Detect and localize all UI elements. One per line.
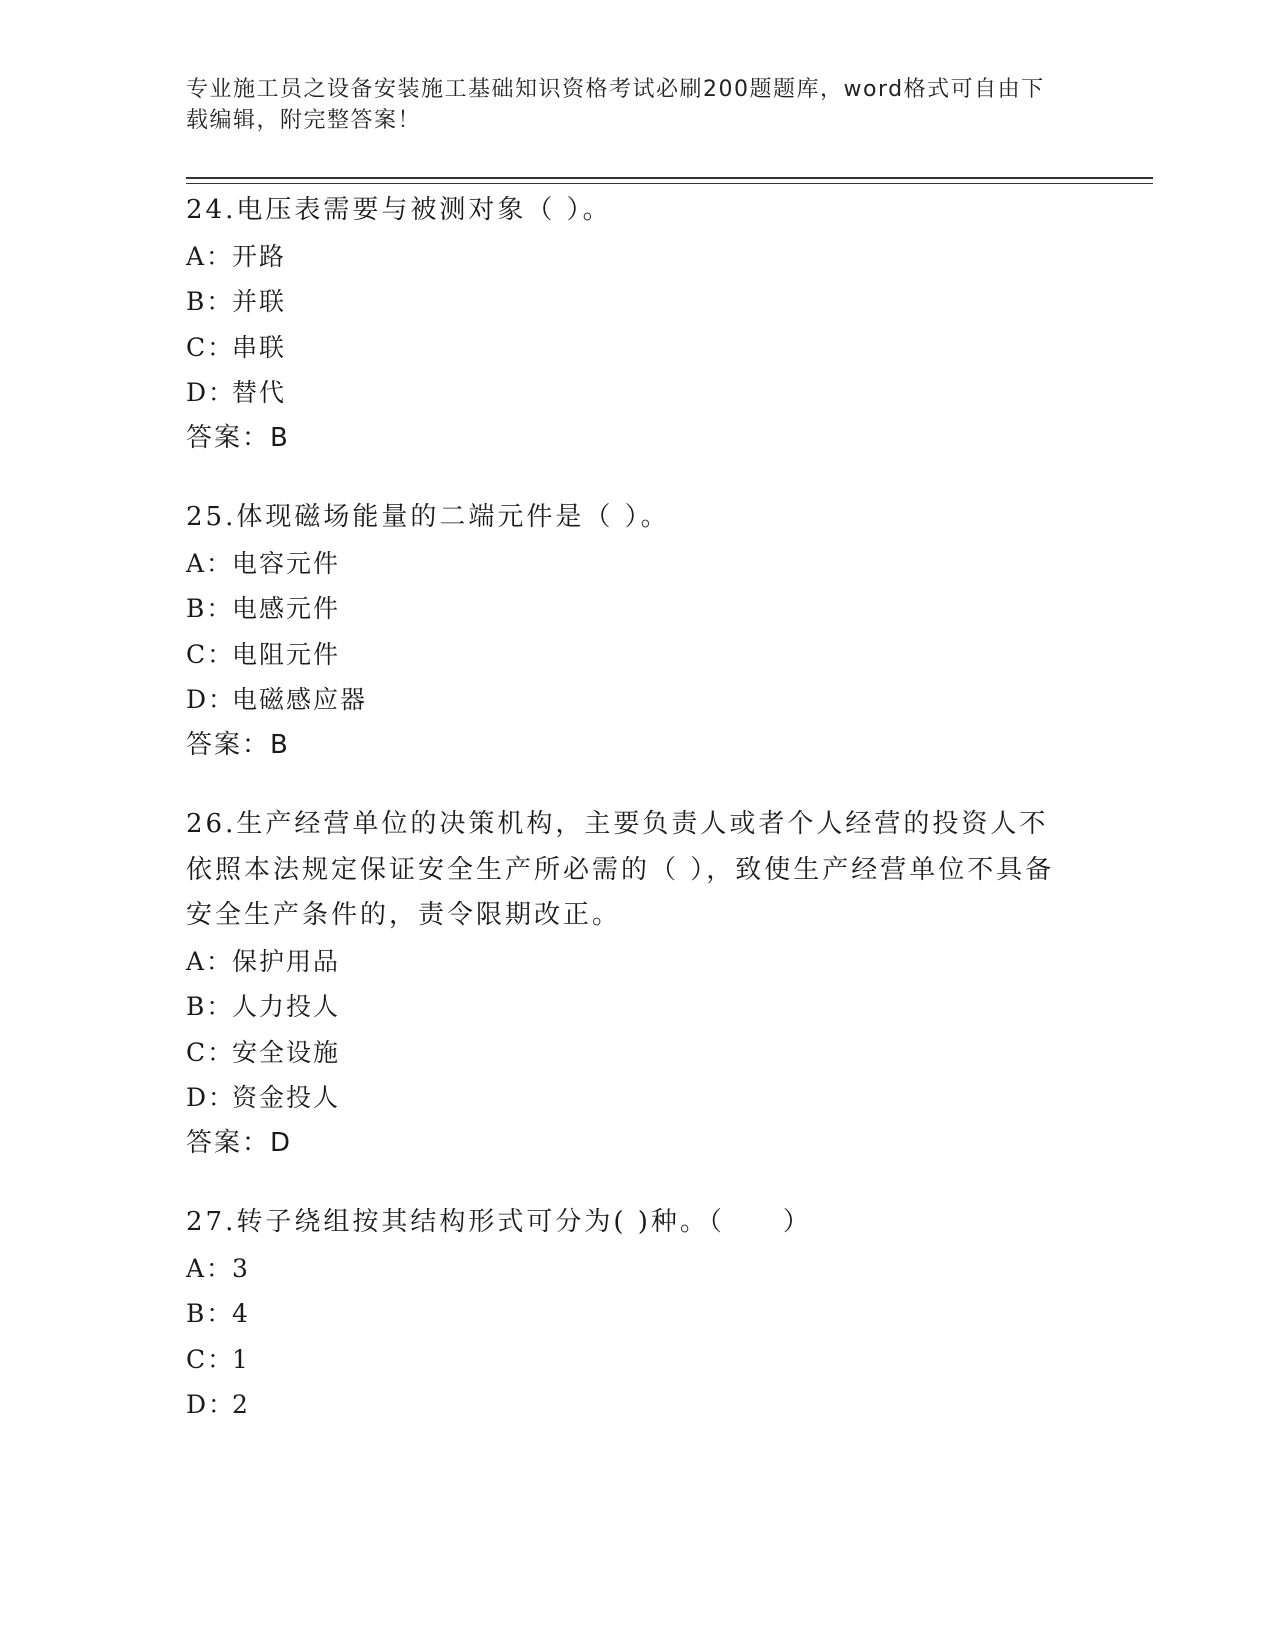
option-c [186, 1337, 1076, 1383]
option-d [186, 370, 1076, 416]
question-list [186, 188, 1076, 1462]
answer-label: 答案： [186, 729, 271, 760]
question-27 [186, 1200, 1076, 1428]
option-d [186, 1382, 1076, 1428]
option-d [186, 677, 1076, 723]
option-text: 资金投人 [232, 1083, 341, 1112]
option-letter: C： [186, 639, 235, 669]
option-d [186, 1075, 1076, 1121]
answer-label: 答案： [186, 1127, 271, 1158]
option-letter: D： [186, 685, 236, 714]
question-text: 25.体现磁场能量的二端元件是（ ）。 [186, 502, 670, 532]
option-letter: C： [186, 1344, 235, 1374]
option-text: 开路 [232, 241, 287, 271]
answer-line [186, 723, 1076, 769]
option-letter: C： [186, 1037, 235, 1067]
option-a [186, 541, 1076, 587]
question-26 [186, 802, 1076, 1166]
option-text: 保护用品 [232, 946, 341, 976]
option-letter: A： [186, 1253, 234, 1283]
question-25 [186, 495, 1076, 768]
header-divider-thick [186, 177, 1153, 179]
question-24 [186, 188, 1076, 461]
option-text: 3 [232, 1253, 250, 1283]
option-text: 串联 [232, 332, 287, 362]
option-a [186, 939, 1076, 985]
option-letter: D： [186, 378, 236, 407]
option-letter: A： [186, 946, 234, 976]
question-text: 24.电压表需要与被测对象（ ）。 [186, 195, 612, 225]
option-text: 电磁感应器 [232, 685, 368, 714]
answer-value: D [270, 1127, 293, 1158]
option-c [186, 1030, 1076, 1076]
option-a [186, 1246, 1076, 1292]
answer-value: B [270, 422, 290, 453]
option-b [186, 984, 1076, 1030]
document-header: 专业施工员之设备安装施工基础知识资格考试必刷200题题库，word格式可自由下载编辑，附完整答案！ [186, 77, 1045, 133]
option-letter: A： [186, 241, 234, 271]
option-letter: B： [186, 594, 234, 623]
option-text: 电阻元件 [232, 639, 341, 669]
option-letter: D： [186, 1390, 236, 1419]
option-text: 电感元件 [232, 594, 341, 623]
option-a [186, 234, 1076, 280]
option-letter: A： [186, 548, 234, 578]
option-text: 4 [232, 1299, 250, 1328]
option-text: 1 [232, 1344, 250, 1374]
option-c [186, 325, 1076, 371]
option-text: 电容元件 [232, 548, 341, 578]
option-letter: B： [186, 992, 234, 1021]
option-b [186, 586, 1076, 632]
option-text: 人力投人 [232, 992, 341, 1021]
question-text: 27.转子绕组按其结构形式可分为( )种。（ ） [186, 1207, 812, 1237]
option-text: 安全设施 [232, 1037, 341, 1067]
answer-line [186, 1121, 1076, 1167]
option-letter: C： [186, 332, 235, 362]
answer-value: B [270, 729, 290, 760]
option-text: 并联 [232, 287, 287, 316]
answer-label: 答案： [186, 422, 271, 453]
answer-line [186, 416, 1076, 462]
question-text: 26.生产经营单位的决策机构，主要负责人或者个人经营的投资人不依照本法规定保证安全生产所必需的（ ），致使生产经营单位不具备安全生产条件的，责令限期改正。 [186, 809, 1055, 930]
option-letter: B： [186, 1299, 234, 1328]
option-b [186, 1291, 1076, 1337]
option-text: 替代 [232, 378, 287, 407]
option-text: 2 [232, 1390, 250, 1419]
option-c [186, 632, 1076, 678]
option-letter: B： [186, 287, 234, 316]
option-letter: D： [186, 1083, 236, 1112]
option-b [186, 279, 1076, 325]
header-divider-thin [186, 183, 1153, 184]
